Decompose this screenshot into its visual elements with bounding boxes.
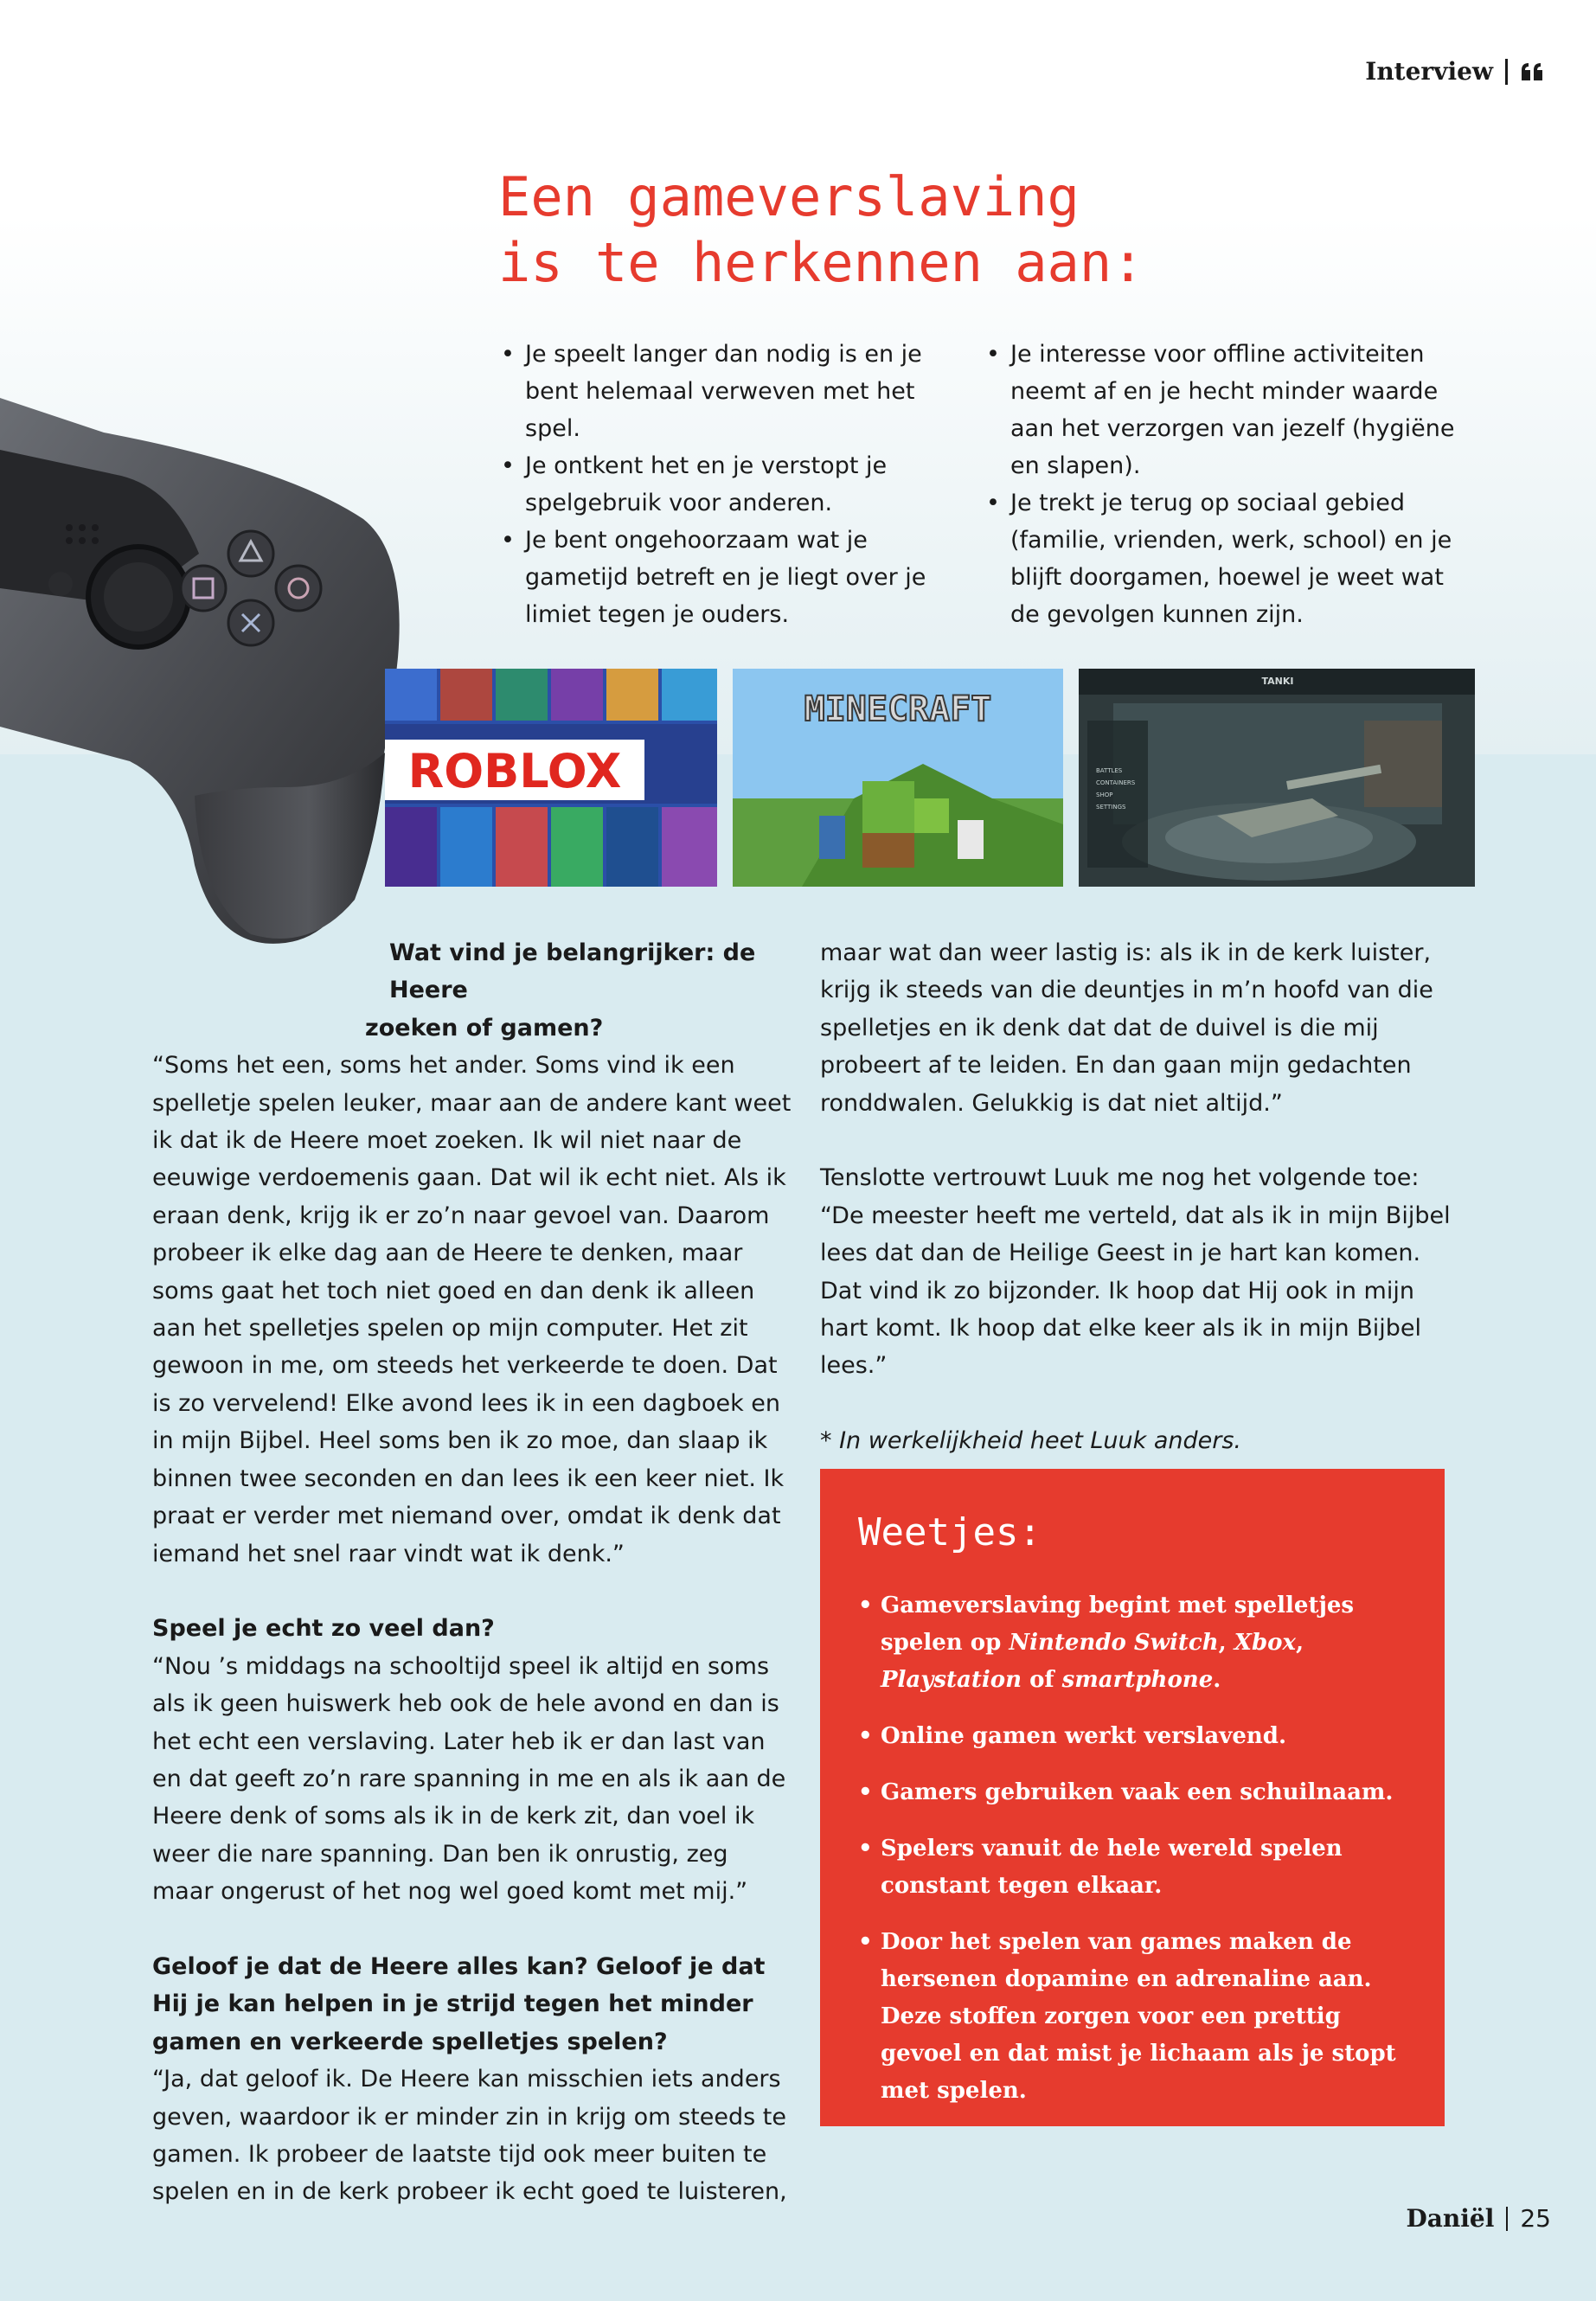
sign-item: • Je bent ongehoorzaam wat je gametijd betreft en je liegt over je limiet tegen je ouders. <box>499 522 949 633</box>
weetjes-item: • Door het spelen van games maken de hersenen dopamine en adrenaline aan. Deze stoffen zorgen voor een prettig gevoel en dat mist je lichaam als je stopt met spelen. <box>858 1924 1407 2110</box>
question-1-line-1: Wat vind je belangrijker: de Heere <box>389 939 756 1004</box>
minecraft-image <box>733 669 1063 887</box>
sign-item: • Je ontkent het en je verstopt je spelgebruik voor anderen. <box>499 447 949 522</box>
tanki-online-image <box>1079 669 1475 887</box>
answer-3-continued: maar wat dan weer lastig is: als ik in de kerk luister, krijg ik steeds van die deuntjes in m’n hoofd van die spelletjes en ik denk dat dat de duivel is die mij probeert af te leiden. En dan gaan mijn gedachten ronddwalen. Gelukkig is dat niet altijd.” <box>820 939 1433 1117</box>
question-2: Speel je echt zo veel dan? <box>152 1615 495 1643</box>
tanki-logo: TANKI <box>1261 676 1294 687</box>
quote-icon <box>1520 61 1544 82</box>
header-divider <box>1505 59 1508 85</box>
minecraft-logo: MINECRAFT <box>804 689 992 729</box>
weetjes-box <box>820 1469 1445 2126</box>
weetjes-item: • Spelers vanuit de hele wereld spelen constant tegen elkaar. <box>858 1830 1407 1905</box>
title-line-2: is te herkennen aan: <box>498 231 1144 294</box>
signs-list-left <box>499 336 949 633</box>
weetjes-item: • Gamers gebruiken vaak een schuilnaam. <box>858 1774 1407 1811</box>
interview-column-right <box>820 934 1460 1460</box>
sign-item: • Je trekt je terug op sociaal gebied (familie, vrienden, werk, school) en je blijft doorgamen, hoewel je weet wat de gevolgen kunnen zijn. <box>984 484 1469 633</box>
page-footer <box>1406 2204 1551 2233</box>
title-line-1: Een gameverslaving <box>498 165 1080 228</box>
roblox-logo: ROBLOX <box>407 744 622 798</box>
weetjes-list <box>858 1587 1407 2110</box>
footer-divider <box>1506 2207 1508 2231</box>
section-header <box>1365 57 1544 86</box>
signs-list-right <box>984 336 1469 633</box>
tanki-menu-item: CONTAINERS <box>1096 779 1136 786</box>
tanki-menu-item: BATTLES <box>1096 767 1123 774</box>
answer-1: “Soms het een, soms het ander. Soms vind ik een spelletje spelen leuker, maar aan de andere kant weet ik dat ik de Heere moet zoeken. Ik wil niet naar de eeuwige verdoemenis gaan. Dat wil ik echt niet. Als ik eraan denk, krijg ik er zo’n naar gevoel van. Daarom probeer ik elke dag aan de Heere te denken, maar soms gaat het toch niet goed en dan denk ik alleen aan het spelletjes spelen op mijn computer. Het zit gewoon in me, om steeds het verkeerde te doen. Dat is zo vervelend! Elke avond lees ik in een dagboek en in mijn Bijbel. Heel soms ben ik zo moe, dan slaap ik binnen twee seconden en dan lees ik een keer niet. Ik praat er verder met niemand over, omdat ik denk dat iemand het snel raar vindt wat ik denk.” <box>152 1052 792 1567</box>
name-note: * In werkelijkheid heet Luuk anders. <box>820 1427 1242 1455</box>
weetjes-item: • Gameverslaving begint met spelletjes spelen op Nintendo Switch, Xbox, Playstation of smartphone. <box>858 1587 1407 1699</box>
closing-paragraph: Tenslotte vertrouwt Luuk me nog het volgende toe: “De meester heeft me verteld, dat als ik in mijn Bijbel lees dat dan de Heilige Geest in je hart kan komen. Dat vind ik zo bijzonder. Ik hoop dat Hij ook in mijn hart komt. Ik hoop dat elke keer als ik in mijn Bijbel lees.” <box>820 1164 1451 1380</box>
weetjes-title: Weetjes: <box>858 1510 1042 1554</box>
magazine-name: Daniël <box>1406 2204 1495 2233</box>
tanki-menu-item: SHOP <box>1096 792 1113 798</box>
section-label: Interview <box>1365 57 1493 86</box>
page-number: 25 <box>1520 2204 1551 2233</box>
sign-item: • Je speelt langer dan nodig is en je bent helemaal verweven met het spel. <box>499 336 949 447</box>
answer-3: “Ja, dat geloof ik. De Heere kan misschien iets anders geven, waardoor ik er minder zin in krijg om steeds te gamen. Ik probeer de laatste tijd ook meer buiten te spelen en in de kerk probeer ik echt goed te luisteren, <box>152 2066 787 2206</box>
roblox-image <box>385 669 717 887</box>
weetjes-item: • Online gamen werkt verslavend. <box>858 1718 1407 1755</box>
tanki-menu-item: SETTINGS <box>1096 804 1126 811</box>
game-controller-image <box>0 381 407 952</box>
page-title <box>498 164 1277 296</box>
interview-column-left <box>152 934 792 2211</box>
question-3: Geloof je dat de Heere alles kan? Geloof je dat Hij je kan helpen in je strijd tegen het minder gamen en verkeerde spelletjes spelen? <box>152 1952 766 2055</box>
question-1-line-2: zoeken of gamen? <box>365 1014 604 1042</box>
answer-2: “Nou ’s middags na schooltijd speel ik altijd en soms als ik geen huiswerk heb ook de hele avond en dan is het echt een verslaving. Later heb ik er dan last van en dat geeft zo’n rare spanning in me en als ik aan de Heere denk of soms als ik in de kerk zit, dan voel ik weer die nare spanning. Dan ben ik onrustig, zeg maar ongerust of het nog wel goed komt met mij.” <box>152 1652 786 1906</box>
sign-item: • Je interesse voor offline activiteiten neemt af en je hecht minder waarde aan het verzorgen van jezelf (hygiëne en slapen). <box>984 336 1469 484</box>
